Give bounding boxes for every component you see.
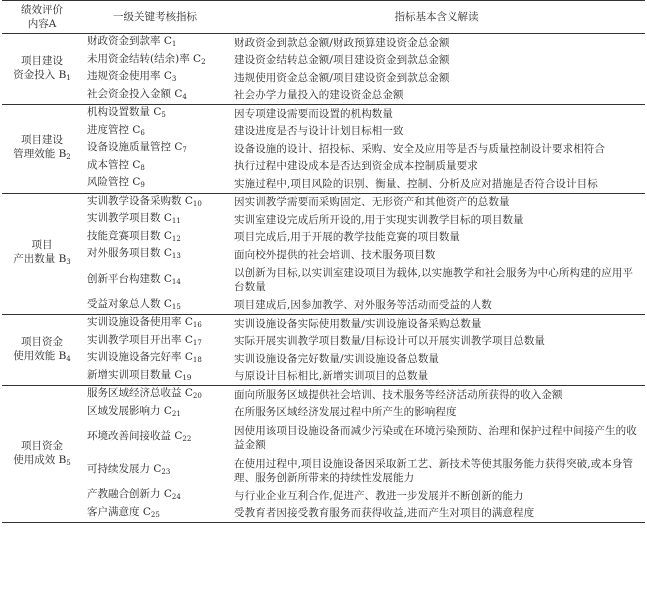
indicator-name: 环境改善间接收益 C <box>87 430 183 442</box>
indicator-name: 财政资金到款率 C <box>87 35 172 48</box>
indicator-name: 实训教学项目开出率 C <box>87 333 193 346</box>
indicator-subscript: 13 <box>171 252 181 261</box>
indicator-subscript: 24 <box>171 493 181 502</box>
indicator-name: 创新平台构建数 C <box>87 272 172 285</box>
table-row <box>2 34 645 52</box>
group-5 <box>2 386 645 523</box>
indicator-meaning: 项目完成后,用于开展的教学技能竞赛的项目数量 <box>234 231 461 244</box>
indicator-meaning: 在所服务区域经济发展过程中所产生的影响程度 <box>234 406 457 419</box>
table-row <box>2 421 645 454</box>
category-line2-text: 使用效能 B <box>13 349 67 362</box>
category-cell <box>2 105 82 194</box>
indicator-meaning: 因专项建设需要而设置的机构数量 <box>234 107 393 120</box>
indicator-meaning: 因实训教学需要而采购固定、无形资产和其他资产的总数量 <box>234 196 510 209</box>
indicator-cell <box>82 52 228 70</box>
indicator-cell <box>82 368 228 386</box>
indicator-subscript: 7 <box>182 146 187 155</box>
table-row <box>2 386 645 404</box>
table-row <box>2 69 645 87</box>
category-line2 <box>2 147 82 164</box>
indicator-cell <box>82 297 228 315</box>
indicator-cell <box>82 246 228 264</box>
header-col1-line1: 绩效评价 <box>21 4 63 16</box>
indicator-name: 违规资金使用率 C <box>87 70 172 83</box>
indicator-meaning: 违规使用资金总金额/项目建设资金到款总金额 <box>234 71 450 84</box>
indicator-name: 风险管控 C <box>87 176 141 189</box>
indicator-subscript: 5 <box>161 111 166 120</box>
category-cell <box>2 193 82 315</box>
table-row <box>2 105 645 123</box>
indicator-subscript: 19 <box>182 373 192 382</box>
indicator-subscript: 9 <box>140 181 145 190</box>
indicator-subscript: 2 <box>201 57 206 66</box>
indicator-cell <box>82 487 228 505</box>
indicator-meaning: 项目建成后,因参加教学、对外服务等活动而受益的人数 <box>234 299 492 312</box>
category-line1: 项目建设 <box>21 54 63 67</box>
indicator-subscript: 21 <box>171 409 181 418</box>
header-col-indicator: 一级关键考核指标 <box>113 11 197 23</box>
indicator-meaning: 与原设计目标相比,新增实训项目的总数量 <box>234 370 429 383</box>
table-row <box>2 158 645 176</box>
indicator-name: 可持续发展力 C <box>87 463 162 475</box>
indicator-meaning: 在使用过程中,项目设施设备因采取新工艺、新技术等使其服务能力获得突破,或本身管理、服务创新所带来的持续性发展能力 <box>234 457 634 484</box>
header-col1-line2: 内容A <box>27 18 57 30</box>
category-line2-text: 管理效能 B <box>13 148 67 161</box>
indicator-cell <box>82 211 228 229</box>
category-line1: 项目建设 <box>21 134 63 147</box>
category-line1: 项目资金 <box>21 439 63 452</box>
category-line1: 项目资金 <box>21 335 63 348</box>
indicator-table <box>2 0 645 523</box>
indicator-cell <box>82 140 228 158</box>
indicator-meaning: 执行过程中建设成本是否达到资金成本控制质量要求 <box>234 160 478 173</box>
indicator-cell <box>82 34 228 52</box>
indicator-cell <box>82 404 228 422</box>
indicator-cell <box>82 333 228 351</box>
indicator-subscript: 10 <box>192 199 202 208</box>
indicator-name: 新增实训项目数量 C <box>87 368 183 381</box>
category-subscript: 5 <box>66 458 71 467</box>
indicator-meaning: 设备设施的设计、招投标、采购、安全及应用等是否与质量控制设计要求相符合 <box>234 142 605 155</box>
indicator-name: 实训教学设备采购数 C <box>87 194 193 207</box>
table-row <box>2 505 645 523</box>
indicator-subscript: 18 <box>192 356 202 365</box>
indicator-cell <box>82 87 228 105</box>
indicator-subscript: 20 <box>192 392 202 401</box>
indicator-cell <box>82 69 228 87</box>
group-4 <box>2 315 645 386</box>
category-line2 <box>2 453 82 470</box>
indicator-name: 对外服务项目数 C <box>87 247 172 260</box>
indicator-name: 实训教学项目数 C <box>87 212 172 225</box>
indicator-meaning: 与行业企业互利合作,促进产、教进一步发展并不断创新的能力 <box>234 489 524 502</box>
table-row <box>2 350 645 368</box>
category-line1: 项目 <box>31 239 53 252</box>
indicator-meaning: 实际开展实训教学项目数量/目标设计可以开展实训教学项目总数量 <box>234 335 546 348</box>
category-line2 <box>2 252 82 269</box>
header-col-content <box>2 1 82 34</box>
indicator-name: 实训设施设备使用率 C <box>87 316 193 329</box>
table-row <box>2 487 645 505</box>
table-row <box>2 87 645 105</box>
category-subscript: 2 <box>66 153 71 162</box>
indicator-meaning: 因使用该项目设施设备而减少污染或在环境污染预防、治理和保护过程中间接产生的收益金额 <box>234 424 637 451</box>
indicator-cell <box>82 105 228 123</box>
indicator-meaning: 建设进度是否与设计计划目标相一致 <box>234 125 404 138</box>
group-3 <box>2 193 645 315</box>
indicator-meaning: 实训设施设备完好数量/实训设施设备总数量 <box>234 352 440 365</box>
indicator-meaning: 财政资金到款总金额/财政预算建设资金总金额 <box>234 36 450 49</box>
indicator-meaning: 受教育者因接受教育服务而获得收益,进而产生对项目的满意程度 <box>234 507 535 520</box>
category-cell <box>2 386 82 523</box>
table-row <box>2 193 645 211</box>
table-row <box>2 175 645 193</box>
group-1 <box>2 34 645 105</box>
indicator-subscript: 8 <box>140 163 145 172</box>
indicator-cell <box>82 229 228 247</box>
table-row <box>2 52 645 70</box>
indicator-subscript: 17 <box>192 338 202 347</box>
indicator-name: 技能竞赛项目数 C <box>87 229 172 242</box>
indicator-cell <box>82 505 228 523</box>
indicator-name: 服务区域经济总收益 C <box>87 387 193 400</box>
indicator-name: 区域发展影响力 C <box>87 404 172 417</box>
indicator-meaning: 以创新为目标,以实训室建设项目为载体,以实施教学和社会服务为中心所构建的应用平台数量 <box>234 267 634 293</box>
indicator-name: 设备设施质量管控 C <box>87 141 183 154</box>
indicator-cell <box>82 421 228 454</box>
indicator-subscript: 4 <box>182 92 187 101</box>
indicator-meaning: 实训室建设完成后所开设的,用于实现实训教学目标的项目数量 <box>234 213 524 226</box>
indicator-meaning: 实施过程中,项目风险的识别、衡量、控制、分析及应对措施是否符合设计目标 <box>234 177 598 190</box>
indicator-name: 实训设施设备完好率 C <box>87 351 193 364</box>
indicator-subscript: 11 <box>171 217 181 226</box>
category-line2-text: 产出数量 B <box>13 253 67 266</box>
category-line2-text: 资金投入 B <box>13 68 67 81</box>
table-row <box>2 404 645 422</box>
indicator-cell <box>82 123 228 141</box>
indicator-cell <box>82 264 228 297</box>
indicator-cell <box>82 158 228 176</box>
indicator-cell <box>82 350 228 368</box>
indicator-subscript: 22 <box>182 435 192 443</box>
indicator-meaning: 实训设施设备实际使用数量/实训设施设备采购总数量 <box>234 317 482 330</box>
category-line2-text: 使用成效 B <box>13 453 67 466</box>
indicator-subscript: 16 <box>192 321 202 330</box>
indicator-subscript: 6 <box>140 128 145 137</box>
indicator-cell <box>82 454 228 487</box>
indicator-meaning: 面向所服务区域提供社会培训、技术服务等经济活动所获得的收入金额 <box>234 388 563 401</box>
table-row <box>2 368 645 386</box>
indicator-cell <box>82 193 228 211</box>
category-subscript: 4 <box>66 354 71 363</box>
indicator-subscript: 25 <box>150 510 160 519</box>
category-cell <box>2 34 82 105</box>
category-subscript: 3 <box>66 258 71 267</box>
category-line2 <box>2 68 82 85</box>
table-row <box>2 211 645 229</box>
indicator-cell <box>82 386 228 404</box>
indicator-subscript: 12 <box>171 234 181 243</box>
table-header <box>2 1 645 34</box>
indicator-subscript: 1 <box>171 40 177 49</box>
indicator-name: 产教融合创新力 C <box>87 488 172 501</box>
indicator-name: 机构设置数量 C <box>87 106 162 119</box>
indicator-meaning: 建设资金结转总金额/项目建设资金到款总金额 <box>234 54 450 67</box>
indicator-name: 受益对象总人数 C <box>87 297 172 310</box>
indicator-name: 成本管控 C <box>87 158 141 171</box>
table-row <box>2 454 645 487</box>
indicator-meaning: 社会办学力量投入的建设资金总金额 <box>234 89 404 102</box>
indicator-name: 未用资金结转(结余)率 C <box>87 52 202 65</box>
table-row <box>2 297 645 315</box>
indicator-subscript: 3 <box>171 75 177 84</box>
category-cell <box>2 315 82 386</box>
table-row <box>2 333 645 351</box>
group-2 <box>2 105 645 194</box>
indicator-meaning: 面向校外提供的社会培训、技术服务项目数 <box>234 248 436 261</box>
indicator-cell <box>82 315 228 333</box>
table-row <box>2 315 645 333</box>
indicator-name: 进度管控 C <box>87 123 141 136</box>
indicator-cell <box>82 175 228 193</box>
indicator-subscript: 15 <box>171 302 181 311</box>
indicator-name: 社会资金投入金额 C <box>87 87 183 100</box>
table-row <box>2 264 645 297</box>
header-col-meaning: 指标基本含义解读 <box>394 11 479 23</box>
indicator-subscript: 23 <box>161 468 171 476</box>
table-row <box>2 123 645 141</box>
category-line2 <box>2 349 82 366</box>
table-row <box>2 246 645 264</box>
table-row <box>2 140 645 158</box>
indicator-subscript: 14 <box>171 277 181 286</box>
table-row <box>2 229 645 247</box>
category-subscript: 1 <box>66 73 71 82</box>
indicator-name: 客户满意度 C <box>87 505 151 518</box>
